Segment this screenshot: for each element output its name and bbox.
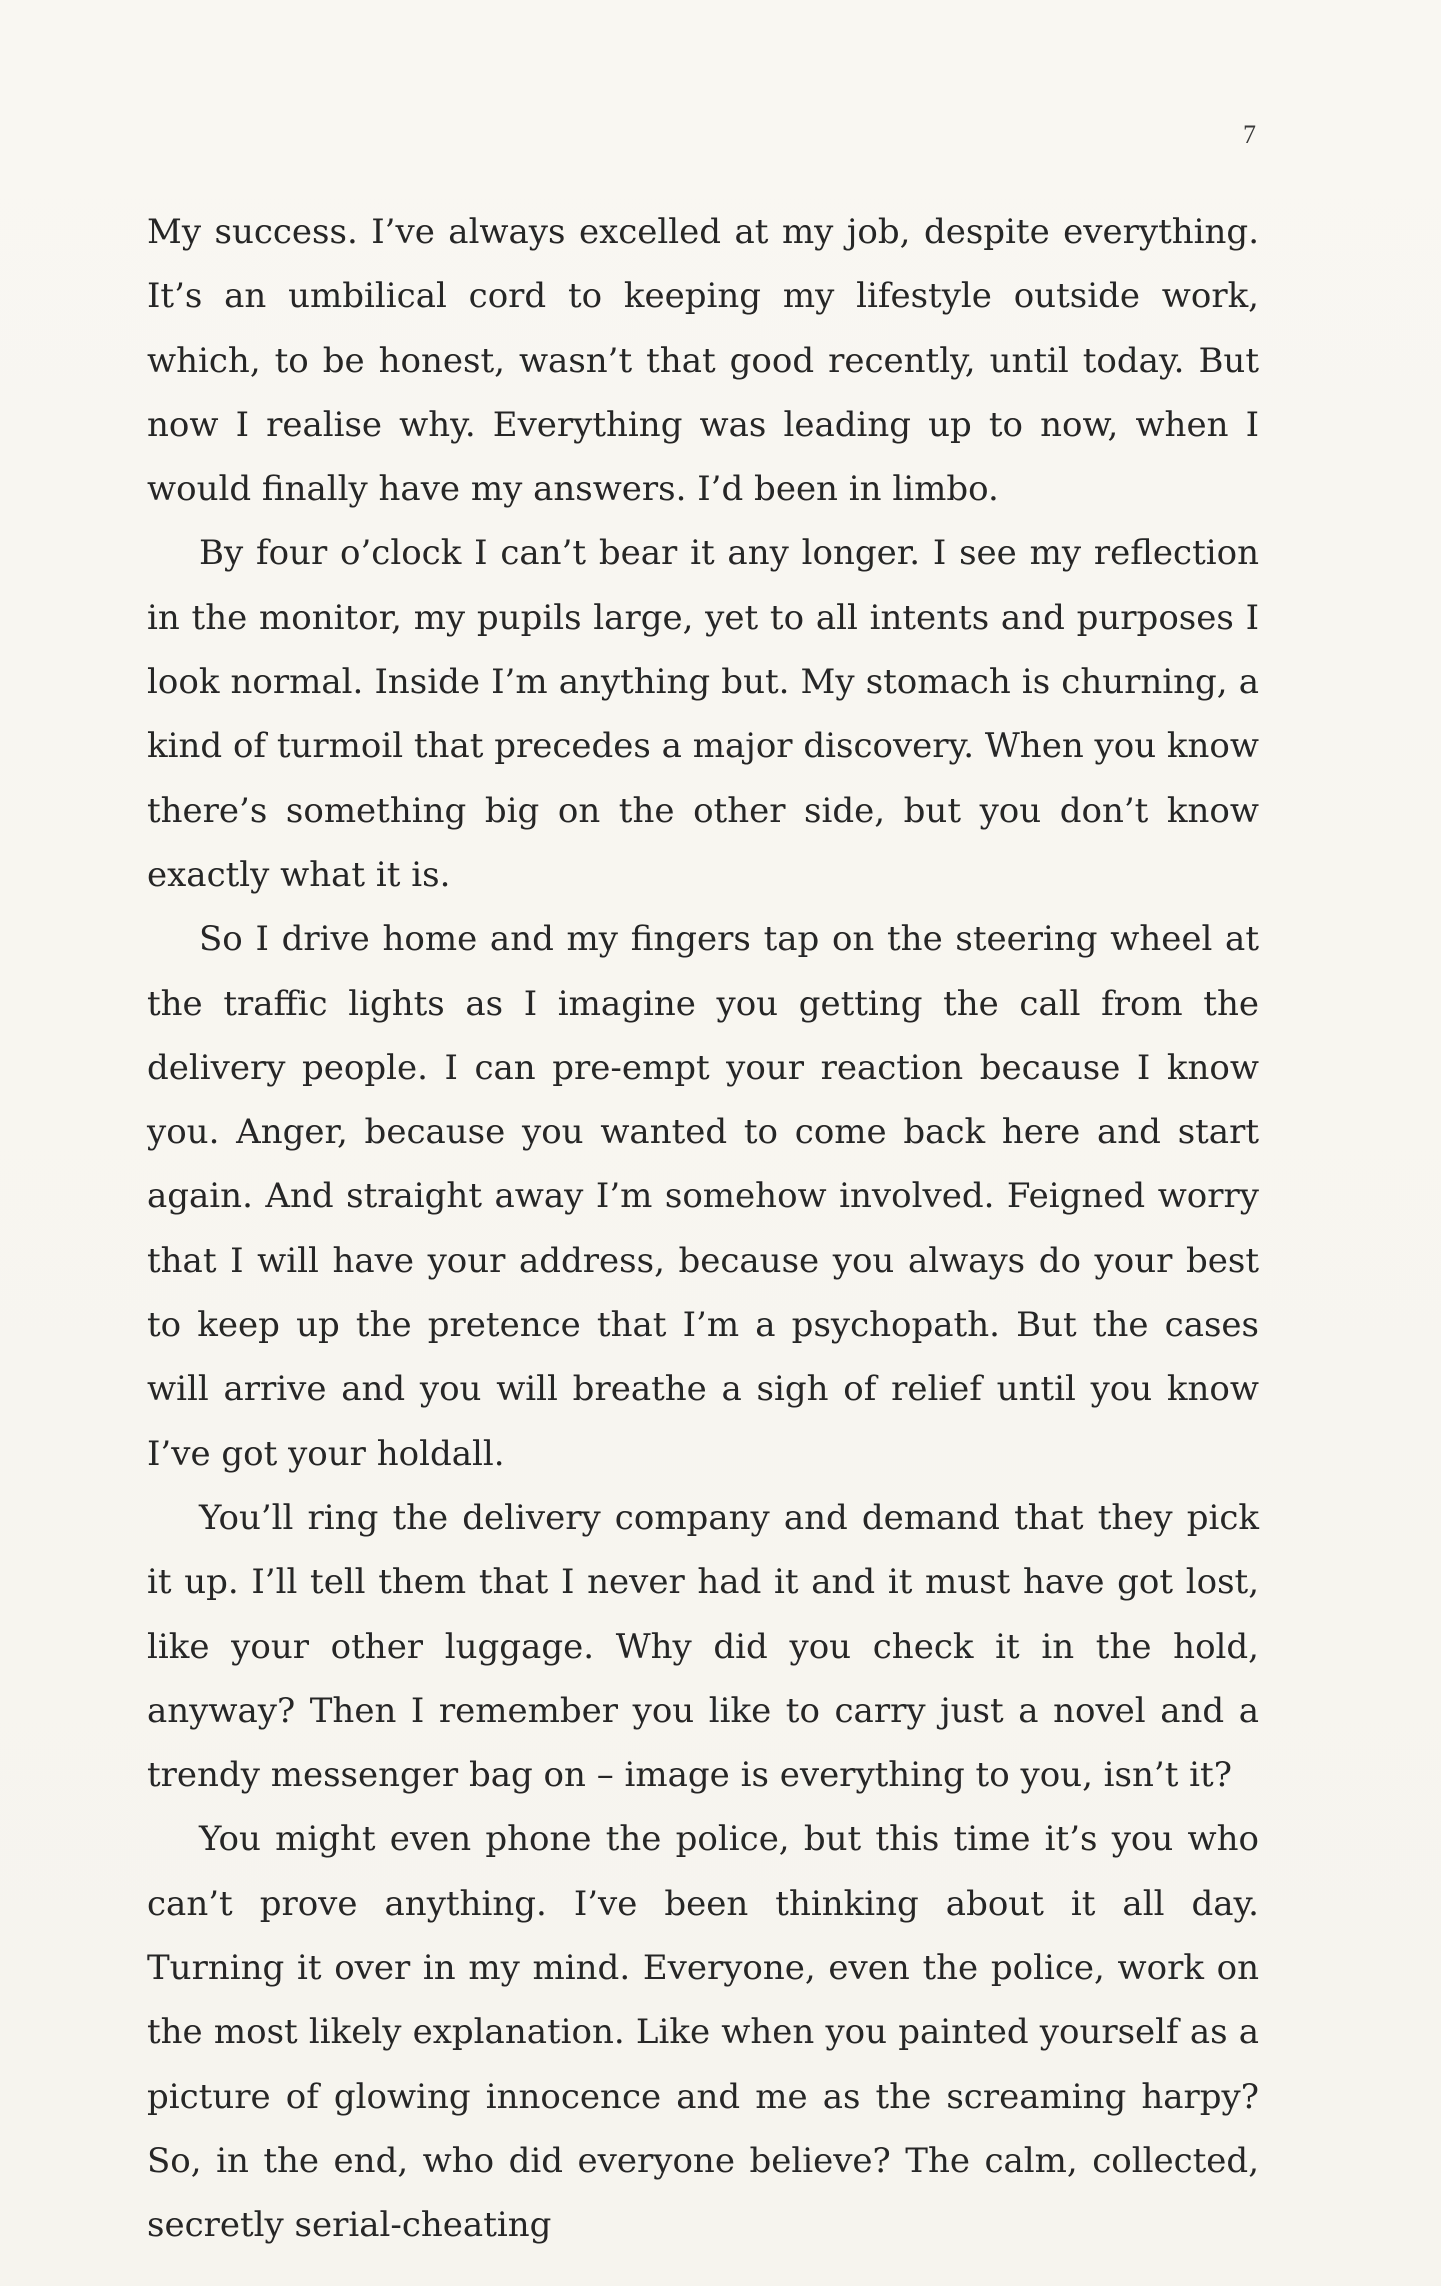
paragraph-4: You’ll ring the delivery company and demand that they pick it up. I’ll tell them that I never had it and it must have got lost, like your other luggage. Why did you check it in the hold, anyway? Then I remember you like to carry just a novel and a trendy messenger bag on – image is everything to you, isn’t it? bbox=[147, 1497, 1259, 1796]
paragraph-2: By four o’clock I can’t bear it any longer. I see my reflection in the monitor, my pupils large, yet to all intents and purposes I look normal. Inside I’m anything but. My stomach is churning, a kind of turmoil that precedes a major discovery. When you know there’s something big on the other side, but you don’t know exactly what it is. bbox=[147, 533, 1259, 895]
page-number: 7 bbox=[1243, 120, 1256, 149]
paragraph-3: So I drive home and my fingers tap on the steering wheel at the traffic lights as I imagine you getting the call from the delivery people. I can pre-empt your reaction because I know you. Anger, because you wanted to come back here and start again. And straight away I’m somehow involved. Feigned worry that I will have your address, because you always do your best to keep up the pretence that I’m a psychopath. But the cases will arrive and you will breathe a sigh of relief until you know I’ve got your holdall. bbox=[147, 919, 1259, 1474]
paragraph-5: You might even phone the police, but this time it’s you who can’t prove anything. I’ve been thinking about it all day. Turning it over in my mind. Everyone, even the police, work on the most likely explanation. Like when you painted yourself as a picture of glowing innocence and me as the screaming harpy? So, in the end, who did everyone believe? The calm, collected, secretly serial-cheating bbox=[147, 1819, 1259, 2246]
paragraph-1: My success. I’ve always excelled at my job, despite everything. It’s an umbilical cord to keeping my lifestyle outside work, which, to be honest, wasn’t that good recently, until today. But now I realise why. Everything was leading up to now, when I would finally have my answers. I’d been in limbo. bbox=[147, 212, 1259, 510]
body-text bbox=[147, 200, 1259, 2258]
